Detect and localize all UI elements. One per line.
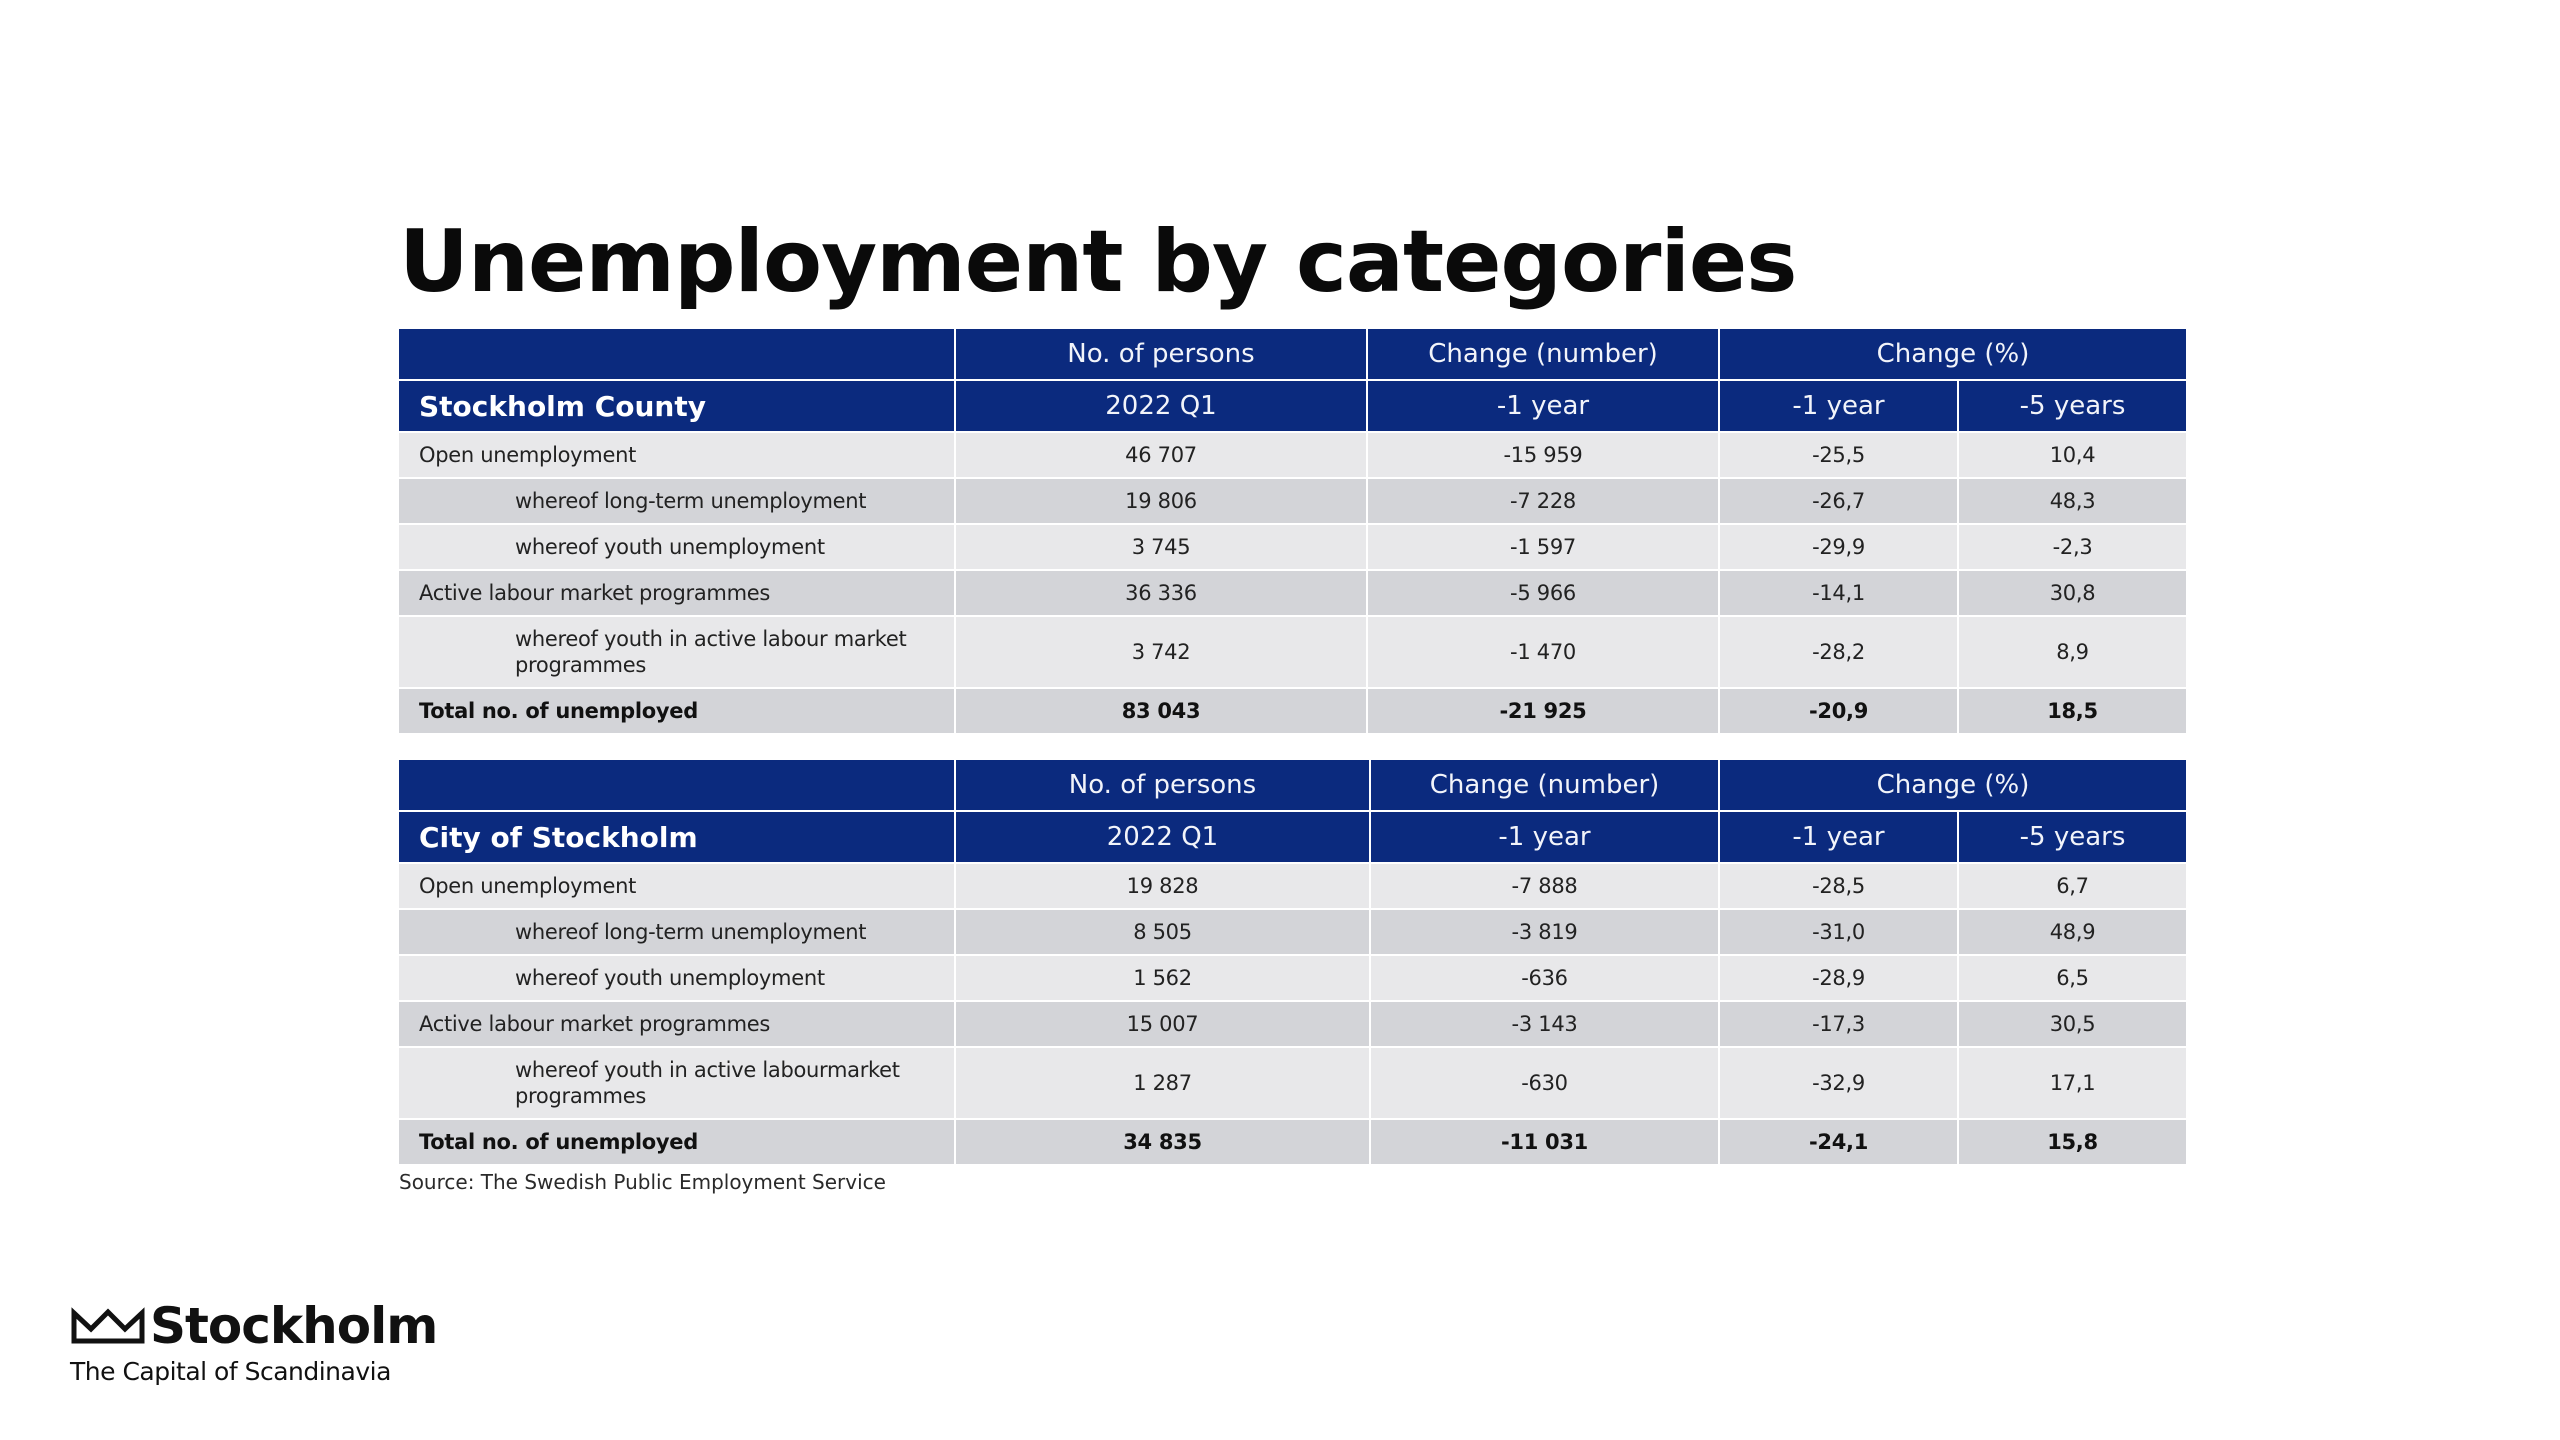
cell-change-number: -7 888 xyxy=(1370,863,1719,909)
cell-persons: 83 043 xyxy=(955,688,1367,734)
cell-persons: 3 745 xyxy=(955,524,1367,570)
table-row xyxy=(399,478,2186,524)
cell-pct-5y: 18,5 xyxy=(1958,688,2186,734)
subheader-one-year: -1 year xyxy=(1719,811,1958,863)
cell-pct-5y: 48,9 xyxy=(1958,909,2186,955)
cell-pct-5y: -2,3 xyxy=(1958,524,2186,570)
cell-pct-1y: -24,1 xyxy=(1719,1119,1958,1165)
cell-pct-1y: -20,9 xyxy=(1719,688,1958,734)
cell-persons: 36 336 xyxy=(955,570,1367,616)
cell-pct-5y: 30,5 xyxy=(1958,1001,2186,1047)
cell-change-number: -21 925 xyxy=(1367,688,1719,734)
cell-persons: 34 835 xyxy=(955,1119,1370,1165)
city-of-stockholm-table xyxy=(399,760,2186,1166)
header-corner xyxy=(399,329,955,380)
cell-change-number: -1 597 xyxy=(1367,524,1719,570)
cell-pct-5y: 6,5 xyxy=(1958,955,2186,1001)
cell-persons: 1 287 xyxy=(955,1047,1370,1119)
cell-pct-5y: 17,1 xyxy=(1958,1047,2186,1119)
cell-persons: 8 505 xyxy=(955,909,1370,955)
region-name: Stockholm County xyxy=(399,380,955,432)
col-header-change-pct: Change (%) xyxy=(1719,760,2186,811)
row-label: whereof youth in active labourmarket programmes xyxy=(399,1047,955,1119)
cell-pct-1y: -17,3 xyxy=(1719,1001,1958,1047)
stockholm-logo xyxy=(70,1295,438,1390)
cell-pct-1y: -28,2 xyxy=(1719,616,1958,688)
cell-persons: 3 742 xyxy=(955,616,1367,688)
row-label: whereof youth unemployment xyxy=(399,955,955,1001)
cell-pct-5y: 48,3 xyxy=(1958,478,2186,524)
subheader-five-years: -5 years xyxy=(1958,380,2186,432)
cell-pct-1y: -29,9 xyxy=(1719,524,1958,570)
row-label: whereof youth in active labour market programmes xyxy=(399,616,955,688)
cell-pct-5y: 15,8 xyxy=(1958,1119,2186,1165)
cell-pct-5y: 10,4 xyxy=(1958,432,2186,478)
region-name: City of Stockholm xyxy=(399,811,955,863)
cell-change-number: -7 228 xyxy=(1367,478,1719,524)
row-label: Open unemployment xyxy=(399,863,955,909)
header-corner xyxy=(399,760,955,811)
crown-icon xyxy=(70,1307,146,1345)
cell-persons: 15 007 xyxy=(955,1001,1370,1047)
subheader-five-years: -5 years xyxy=(1958,811,2186,863)
cell-change-number: -1 470 xyxy=(1367,616,1719,688)
cell-change-number: -636 xyxy=(1370,955,1719,1001)
cell-change-number: -3 819 xyxy=(1370,909,1719,955)
cell-pct-5y: 30,8 xyxy=(1958,570,2186,616)
cell-persons: 46 707 xyxy=(955,432,1367,478)
source-note: Source: The Swedish Public Employment Service xyxy=(399,1170,886,1194)
col-header-change-number: Change (number) xyxy=(1370,760,1719,811)
cell-change-number: -5 966 xyxy=(1367,570,1719,616)
total-row xyxy=(399,1119,2186,1165)
cell-pct-1y: -14,1 xyxy=(1719,570,1958,616)
stockholm-county-table xyxy=(399,329,2186,735)
table-row xyxy=(399,1001,2186,1047)
table-subheader-row xyxy=(399,380,2186,432)
subheader-one-year: -1 year xyxy=(1719,380,1958,432)
table-row xyxy=(399,1047,2186,1119)
col-header-persons: No. of persons xyxy=(955,329,1367,380)
cell-pct-1y: -31,0 xyxy=(1719,909,1958,955)
cell-persons: 19 806 xyxy=(955,478,1367,524)
table-row xyxy=(399,616,2186,688)
table-row xyxy=(399,955,2186,1001)
cell-persons: 19 828 xyxy=(955,863,1370,909)
row-label: Active labour market programmes xyxy=(399,570,955,616)
cell-pct-1y: -32,9 xyxy=(1719,1047,1958,1119)
table-subheader-row xyxy=(399,811,2186,863)
cell-pct-1y: -28,5 xyxy=(1719,863,1958,909)
col-header-change-number: Change (number) xyxy=(1367,329,1719,380)
subheader-one-year: -1 year xyxy=(1367,380,1719,432)
row-label: Active labour market programmes xyxy=(399,1001,955,1047)
cell-change-number: -11 031 xyxy=(1370,1119,1719,1165)
cell-persons: 1 562 xyxy=(955,955,1370,1001)
table-row xyxy=(399,432,2186,478)
cell-pct-1y: -26,7 xyxy=(1719,478,1958,524)
cell-pct-1y: -25,5 xyxy=(1719,432,1958,478)
table-row xyxy=(399,570,2186,616)
cell-pct-5y: 8,9 xyxy=(1958,616,2186,688)
row-label: Total no. of unemployed xyxy=(399,688,955,734)
subheader-one-year: -1 year xyxy=(1370,811,1719,863)
row-label: whereof long-term unemployment xyxy=(399,909,955,955)
col-header-change-pct: Change (%) xyxy=(1719,329,2186,380)
subheader-period: 2022 Q1 xyxy=(955,380,1367,432)
logo-tagline: The Capital of Scandinavia xyxy=(70,1357,391,1386)
table-row xyxy=(399,863,2186,909)
row-label: Total no. of unemployed xyxy=(399,1119,955,1165)
cell-change-number: -630 xyxy=(1370,1047,1719,1119)
row-label: whereof youth unemployment xyxy=(399,524,955,570)
col-header-persons: No. of persons xyxy=(955,760,1370,811)
cell-pct-5y: 6,7 xyxy=(1958,863,2186,909)
cell-pct-1y: -28,9 xyxy=(1719,955,1958,1001)
row-label: Open unemployment xyxy=(399,432,955,478)
subheader-period: 2022 Q1 xyxy=(955,811,1370,863)
row-label: whereof long-term unemployment xyxy=(399,478,955,524)
table-row xyxy=(399,909,2186,955)
total-row xyxy=(399,688,2186,734)
table-header-row xyxy=(399,329,2186,380)
table-header-row xyxy=(399,760,2186,811)
cell-change-number: -15 959 xyxy=(1367,432,1719,478)
table-row xyxy=(399,524,2186,570)
cell-change-number: -3 143 xyxy=(1370,1001,1719,1047)
logo-wordmark: Stockholm xyxy=(150,1297,438,1355)
page-title: Unemployment by categories xyxy=(399,212,1797,312)
